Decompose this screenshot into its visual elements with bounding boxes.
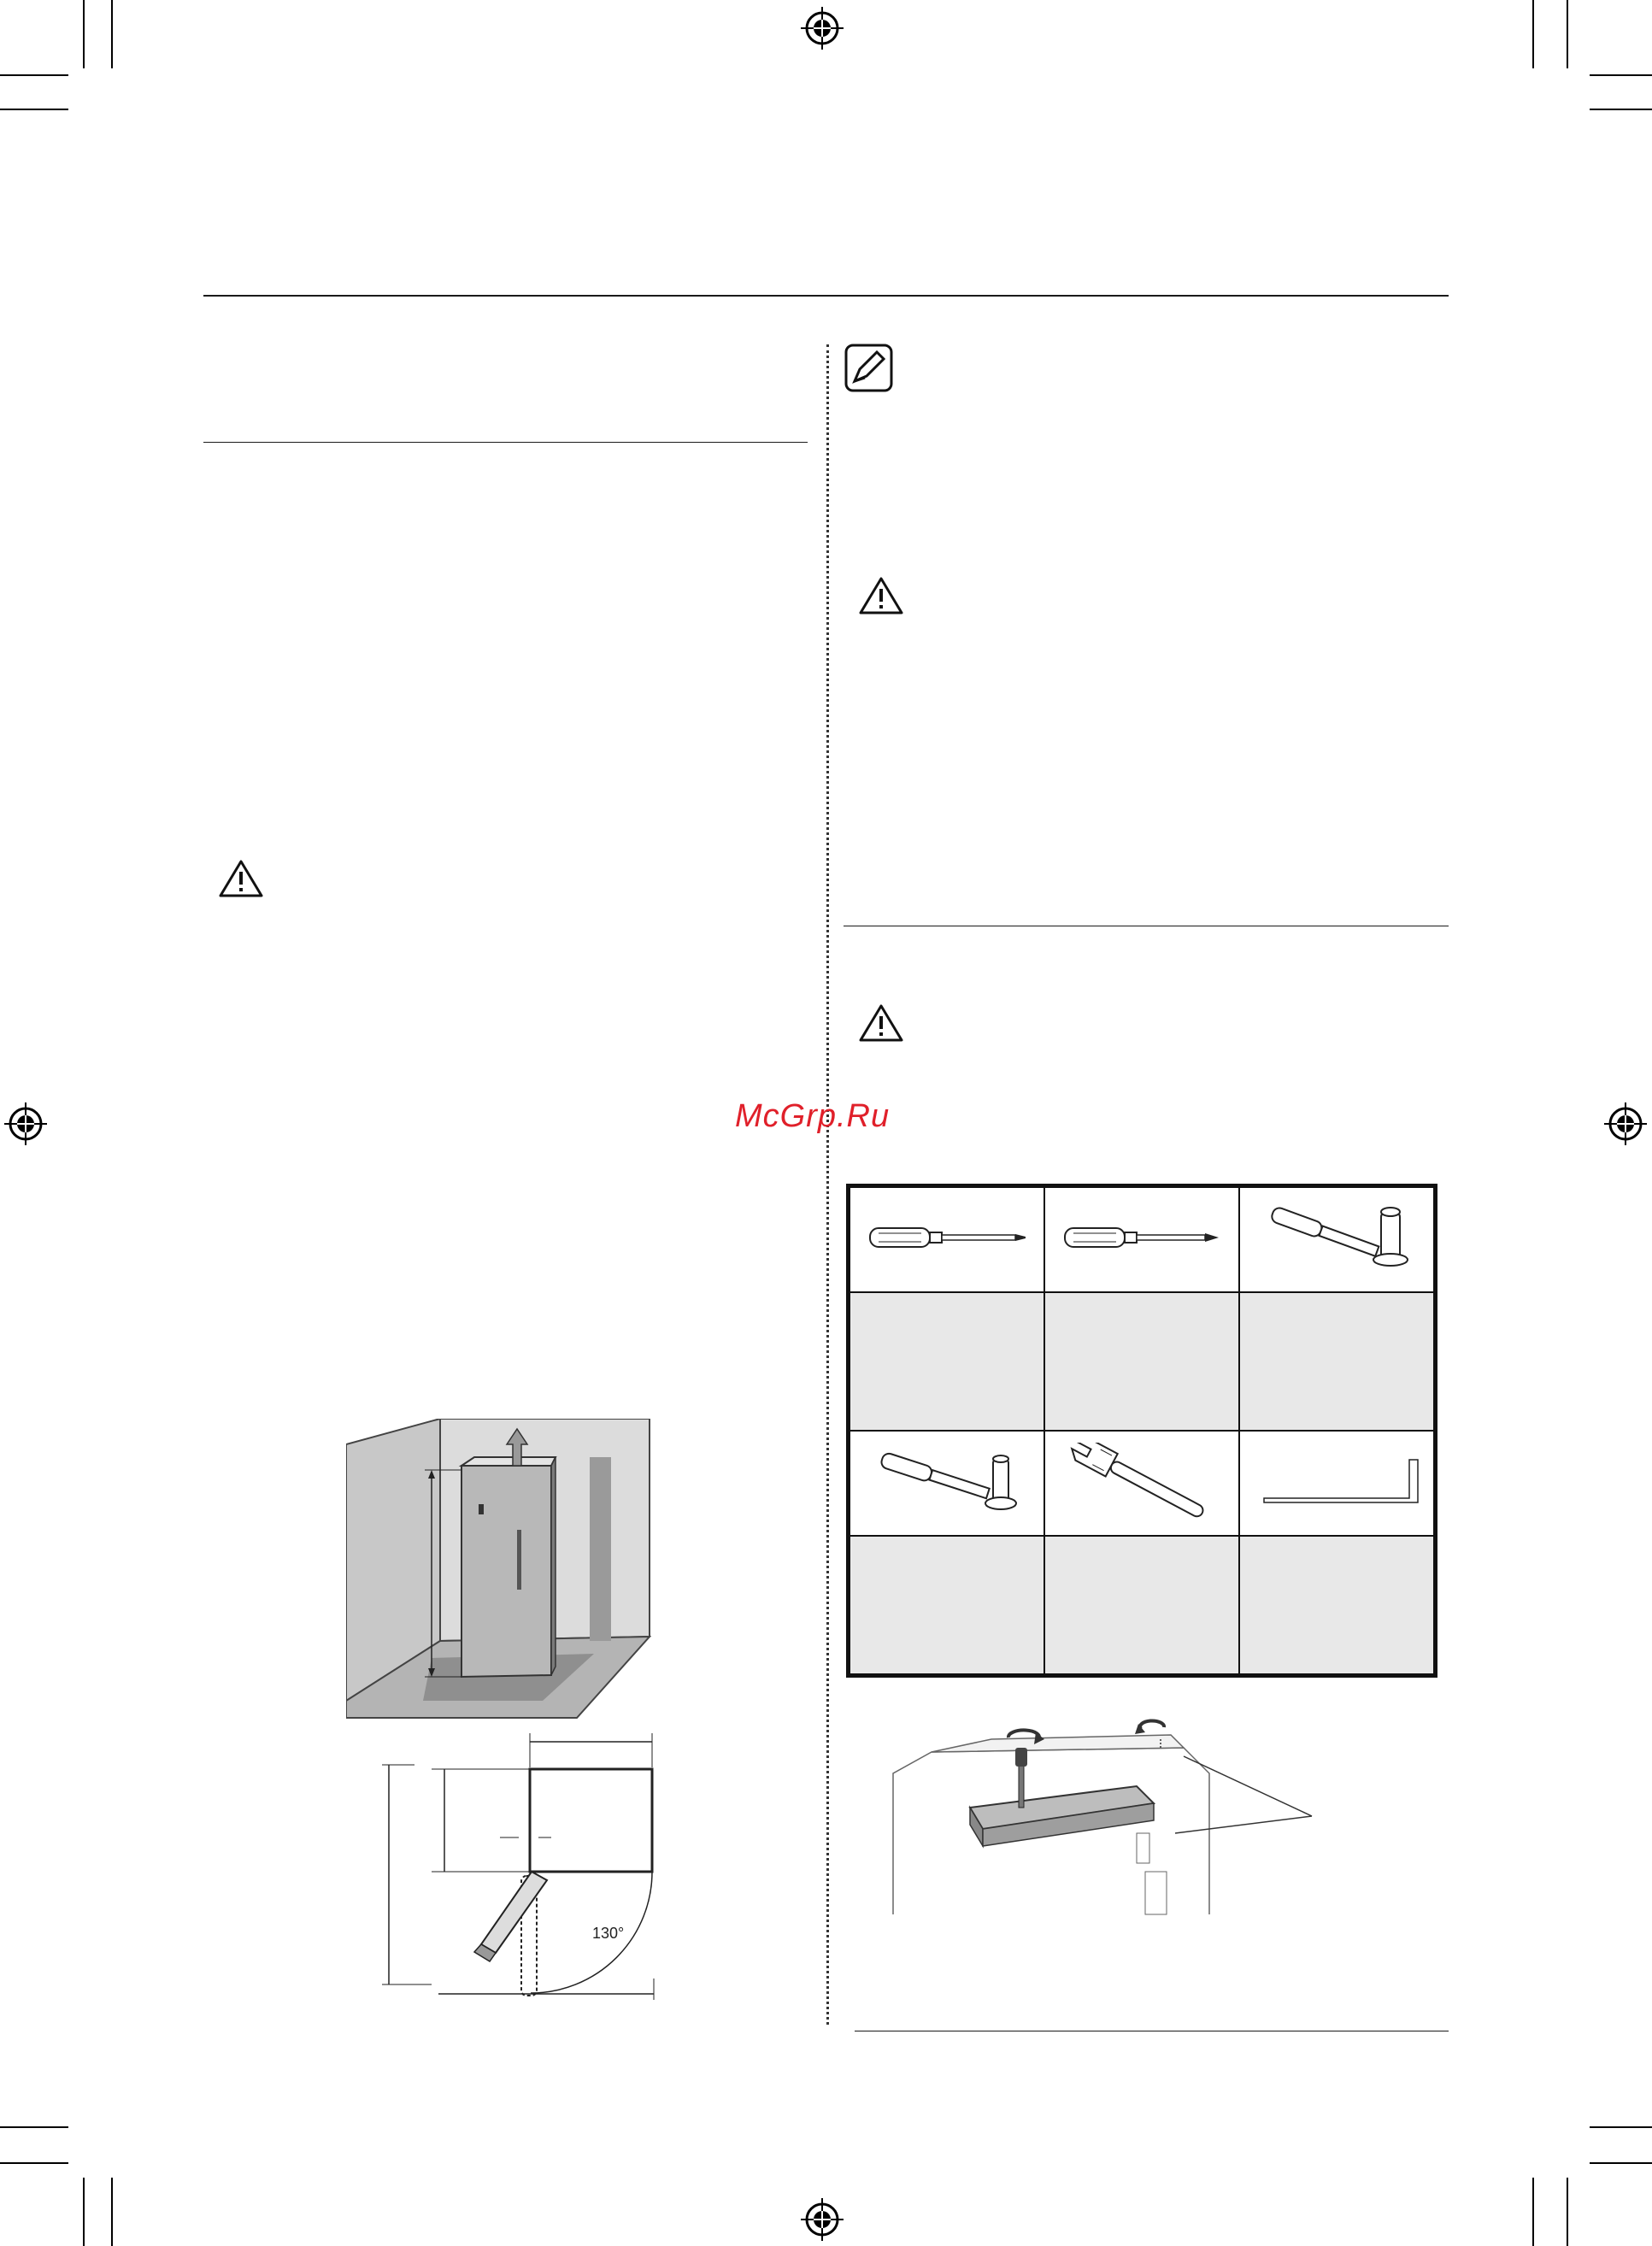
warning-triangle-icon <box>218 859 264 898</box>
crop-mark <box>111 0 113 68</box>
flat-screwdriver-icon <box>861 1216 1032 1259</box>
tool-label-cell <box>1044 1536 1239 1676</box>
crop-mark <box>1532 0 1534 68</box>
registration-mark-icon <box>1604 1102 1647 1145</box>
adjustable-wrench-icon <box>1056 1443 1227 1520</box>
tool-label-cell <box>1239 1536 1436 1676</box>
door-angle-label: 130° <box>592 1925 625 1942</box>
tool-cell <box>849 1431 1045 1536</box>
crop-mark <box>1590 2162 1652 2164</box>
tool-label-cell <box>1044 1292 1239 1431</box>
crop-mark <box>0 74 68 76</box>
header-rule <box>203 295 1449 297</box>
crop-mark <box>83 0 85 68</box>
crop-mark <box>1532 2178 1534 2246</box>
tool-label-cell <box>1239 1292 1436 1431</box>
crop-mark <box>1567 0 1568 68</box>
tool-cell <box>1044 1186 1239 1293</box>
column-divider <box>826 344 829 2025</box>
warning-triangle-icon <box>858 1003 904 1043</box>
crop-mark <box>0 2126 68 2128</box>
tool-cell <box>1239 1186 1436 1293</box>
crop-mark <box>1590 74 1652 76</box>
registration-mark-icon <box>801 2198 844 2241</box>
registration-mark-icon <box>4 1102 47 1145</box>
crop-mark <box>1590 109 1652 110</box>
tool-label-cell <box>849 1292 1045 1431</box>
freezer-clearance-illustration <box>346 1419 654 1726</box>
crop-mark <box>0 2162 68 2164</box>
tool-label-cell <box>849 1536 1045 1676</box>
phillips-screwdriver-icon <box>1056 1216 1227 1259</box>
tools-table <box>846 1184 1437 1678</box>
note-icon <box>844 344 893 392</box>
allen-key-icon <box>1251 1451 1422 1511</box>
door-swing-diagram <box>380 1726 662 2000</box>
crop-mark <box>111 2178 113 2246</box>
section-rule-left <box>203 442 808 443</box>
crop-mark <box>0 109 68 110</box>
crop-mark <box>83 2178 85 2246</box>
warning-triangle-icon <box>858 576 904 615</box>
registration-mark-icon <box>801 7 844 50</box>
hinge-cover-removal-illustration <box>889 1705 1333 1919</box>
tool-cell <box>1239 1431 1436 1536</box>
tool-cell <box>849 1186 1045 1293</box>
crop-mark <box>1567 2178 1568 2246</box>
tool-cell <box>1044 1431 1239 1536</box>
socket-wrench-small-icon <box>861 1447 1032 1515</box>
watermark: McGrp.Ru <box>735 1098 891 1134</box>
socket-wrench-icon <box>1251 1203 1422 1272</box>
crop-mark <box>1590 2126 1652 2128</box>
